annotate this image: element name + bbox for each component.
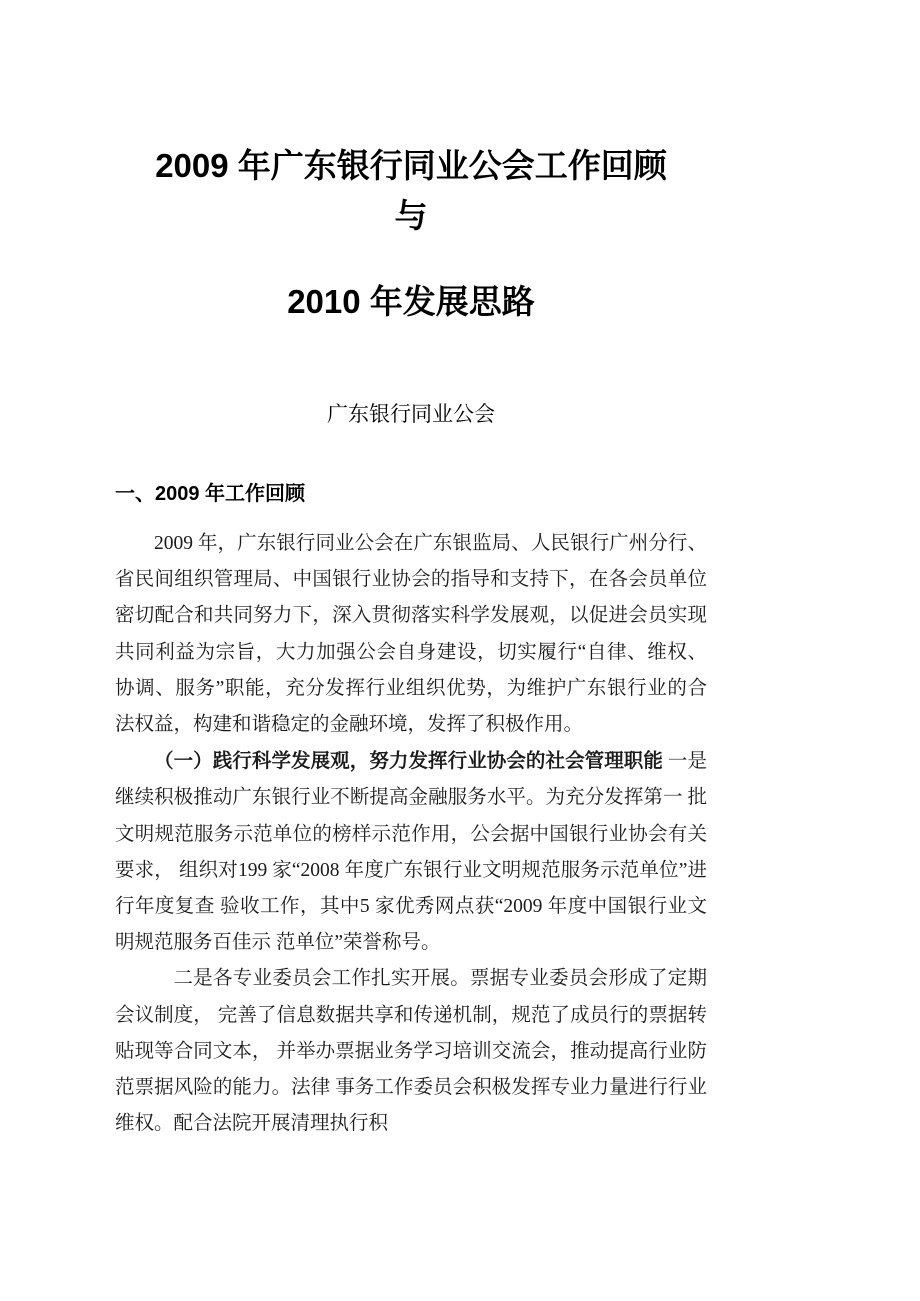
section-heading-2009-review: 一、2009 年工作回顾 [115, 483, 306, 505]
paragraph-point-two: 二是各专业委员会工作扎实开展。票据专业委员会形成了定期会议制度， 完善了信息数据共享和传递机制，规范了成员行的票据转贴现等合同文本， 并举办票据业务学习培训交流会，推动提高行业防范票据风险的能力。法律 事务工作委员会积极发挥专业力量进行行业维权。配合法院开展清理执行积 [115, 968, 707, 1135]
paragraph-intro: 2009 年，广东银行同业公会在广东银监局、人民银行广州分行、省民间组织管理局、中国银行业协会的指导和支持下，在各会员单位密切配合和共同努力下，深入贯彻落实科学发展观，以促进会员实现共同利益为宗旨，大力加强公会自身建设，切实履行“自律、维权、协调、服务”职能，充分发挥行业组织优势，为维护广东银行业的合法权益，构建和谐稳定的金融环境，发挥了积极作用。 [115, 533, 707, 736]
document-title-line-3: 2010 年发展思路 [287, 283, 535, 320]
page-content [115, 0, 707, 1142]
paragraph-subsection-one [115, 743, 707, 961]
subsection-one-bold-lead: （一）践行科学发展观，努力发挥行业协会的社会管理职能 [154, 750, 663, 773]
document-title-line-1: 2009 年广东银行同业公会工作回顾 [155, 147, 667, 184]
subsection-one-body: 一是继续积极推动广东银行业不断提高金融服务水平。为充分发挥第一 批文明规范服务示范单位的榜样示范作用，公会据中国银行业协会有关要求， 组织对199 家“2008 年度广东银行业文明规范服务示范单位”进行年度复查 验收工作，其中5 家优秀网点获“2009 年度中国银行业文明规范服务百佳示 范单位”荣誉称号。 [115, 751, 707, 954]
document-title-line-2: 与 [394, 197, 428, 234]
document-subtitle: 广东银行同业公会 [327, 402, 495, 426]
